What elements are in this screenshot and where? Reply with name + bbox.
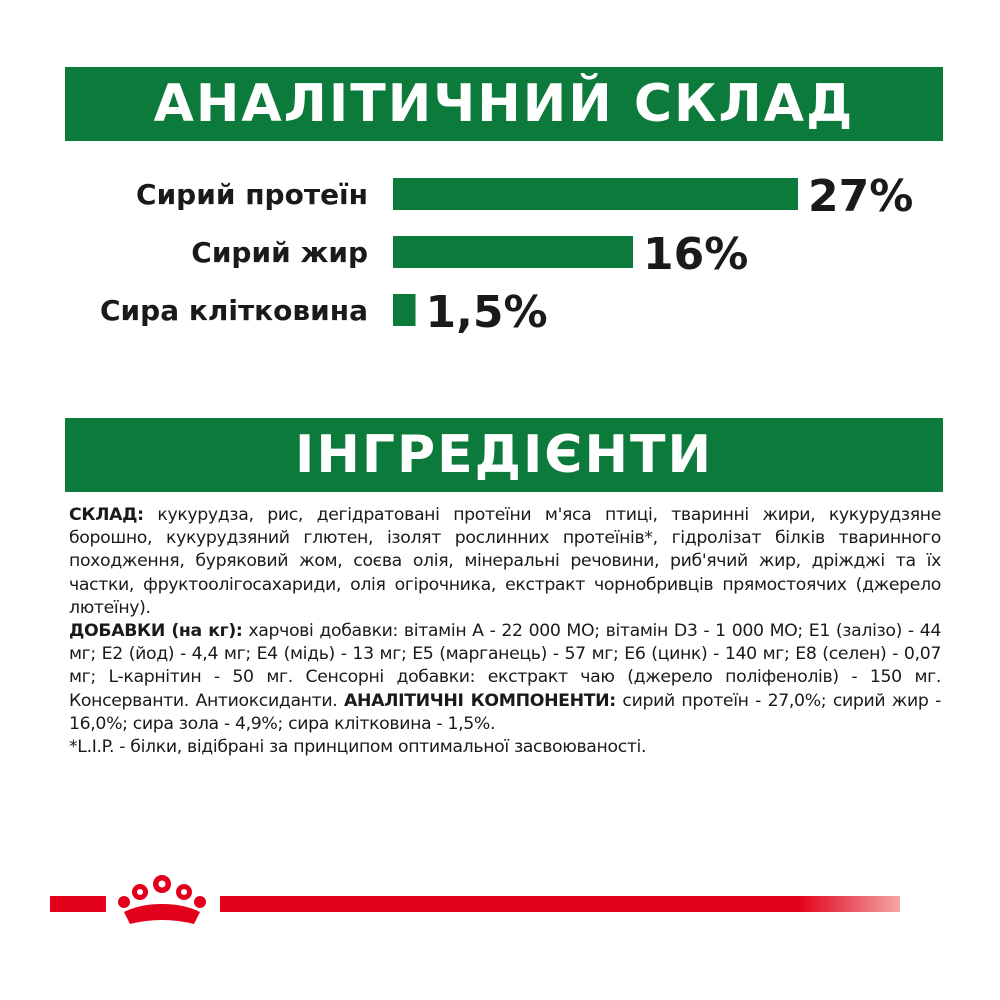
additives-body: харчові добавки: вітамін А - 22 000 МО; вітамін D3 - 1 000 МО; Е1 (залізо) - 44 мг; Е2 (йод) - 4,4 мг; Е4 (мідь) - 13 мг; Е5 (марганець) - 57 мг; Е6 (цинк) - 140 мг; Е8 (селен) - 0,07 мг; L-карнітин - 50 мг. Сенсорні добавки: екстракт чаю (джерело поліфенолів) - 150 мг. Консерванти. Антиоксиданти. (69, 621, 941, 711)
data-label: 16% (643, 229, 749, 280)
ingredients-title-banner (65, 418, 943, 492)
composition-paragraph (69, 504, 941, 736)
category-label: Сирий жир (191, 236, 368, 269)
analysis-title-banner (65, 67, 943, 141)
additives-label: ДОБАВКИ (на кг): (69, 621, 243, 642)
brand-line-left (50, 896, 106, 912)
bar (393, 294, 416, 326)
data-label: 27% (808, 171, 914, 222)
data-label: 1,5% (425, 287, 548, 338)
analysis-title: АНАЛІТИЧНИЙ СКЛАД (153, 74, 855, 134)
composition-label: СКЛАД: (69, 505, 144, 525)
crown-icon (110, 862, 214, 932)
category-label: Сирий протеїн (136, 178, 368, 211)
composition-body: кукурудза, рис, дегідратовані протеїни м'яса птиці, тваринні жири, кукурудзяне борошно, кукурудзяний глютен, ізолят рослинних протеїнів*, гідролізат білків тваринного походження, буряковий жом, соєва олія, мінеральні речовини, риб'ячий жир, дріжджі та їх частки, фруктоолігосахариди, олія огірочника, екстракт чорнобривців прямостоячих (джерело лютеїну). (69, 505, 941, 618)
composition-text (69, 504, 941, 759)
bar (393, 236, 633, 268)
analytic-components-label: АНАЛІТИЧНІ КОМПОНЕНТИ: (343, 690, 616, 711)
footnote: *L.I.P. - білки, відібрані за принципом оптимальної засвоюваності. (69, 737, 647, 758)
brand-line-right (220, 896, 900, 912)
bar (393, 178, 798, 210)
analytic-components-body: сирий протеїн - 27,0%; сирий жир - 16,0%; сира зола - 4,9%; сира клітковина - 1,5%. (69, 690, 941, 734)
ingredients-title: ІНГРЕДІЄНТИ (295, 425, 713, 485)
analysis-bar-chart (0, 160, 1000, 340)
category-label: Сира клітковина (99, 294, 368, 327)
